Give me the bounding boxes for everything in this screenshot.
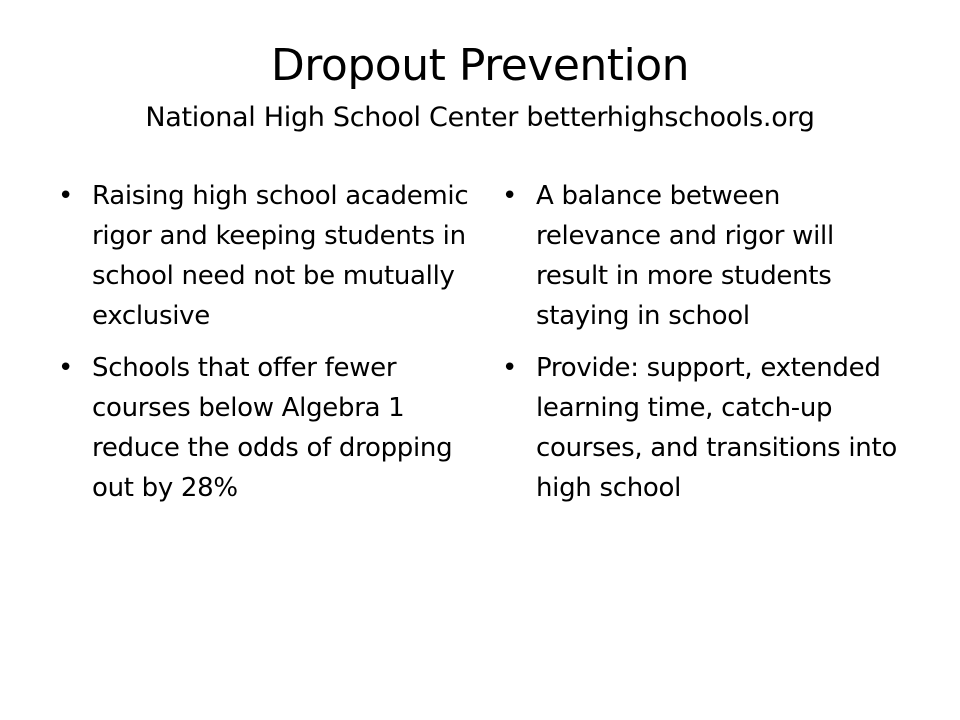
bullet-icon: •	[502, 353, 518, 383]
list-item	[502, 176, 907, 336]
bullet-text: A balance between relevance and rigor will result in more students staying in school	[536, 181, 834, 331]
bullet-icon: •	[58, 353, 74, 383]
right-bullet-list	[502, 176, 907, 520]
slide-title: Dropout Prevention	[270, 40, 690, 91]
slide-title-block	[40, 34, 920, 138]
bullet-icon: •	[502, 181, 518, 211]
list-item	[502, 348, 907, 508]
bullet-text: Schools that offer fewer courses below Algebra 1 reduce the odds of dropping out by 28%	[92, 353, 453, 503]
bullet-icon: •	[58, 181, 74, 211]
slide-subtitle: National High School Center betterhighschools.org	[145, 102, 815, 133]
bullet-text: Raising high school academic rigor and keeping students in school need not be mutually exclusive	[92, 181, 469, 331]
list-item	[58, 348, 473, 508]
bullet-text: Provide: support, extended learning time, catch-up courses, and transitions into high school	[536, 353, 897, 503]
left-bullet-list	[58, 176, 473, 520]
list-item	[58, 176, 473, 336]
